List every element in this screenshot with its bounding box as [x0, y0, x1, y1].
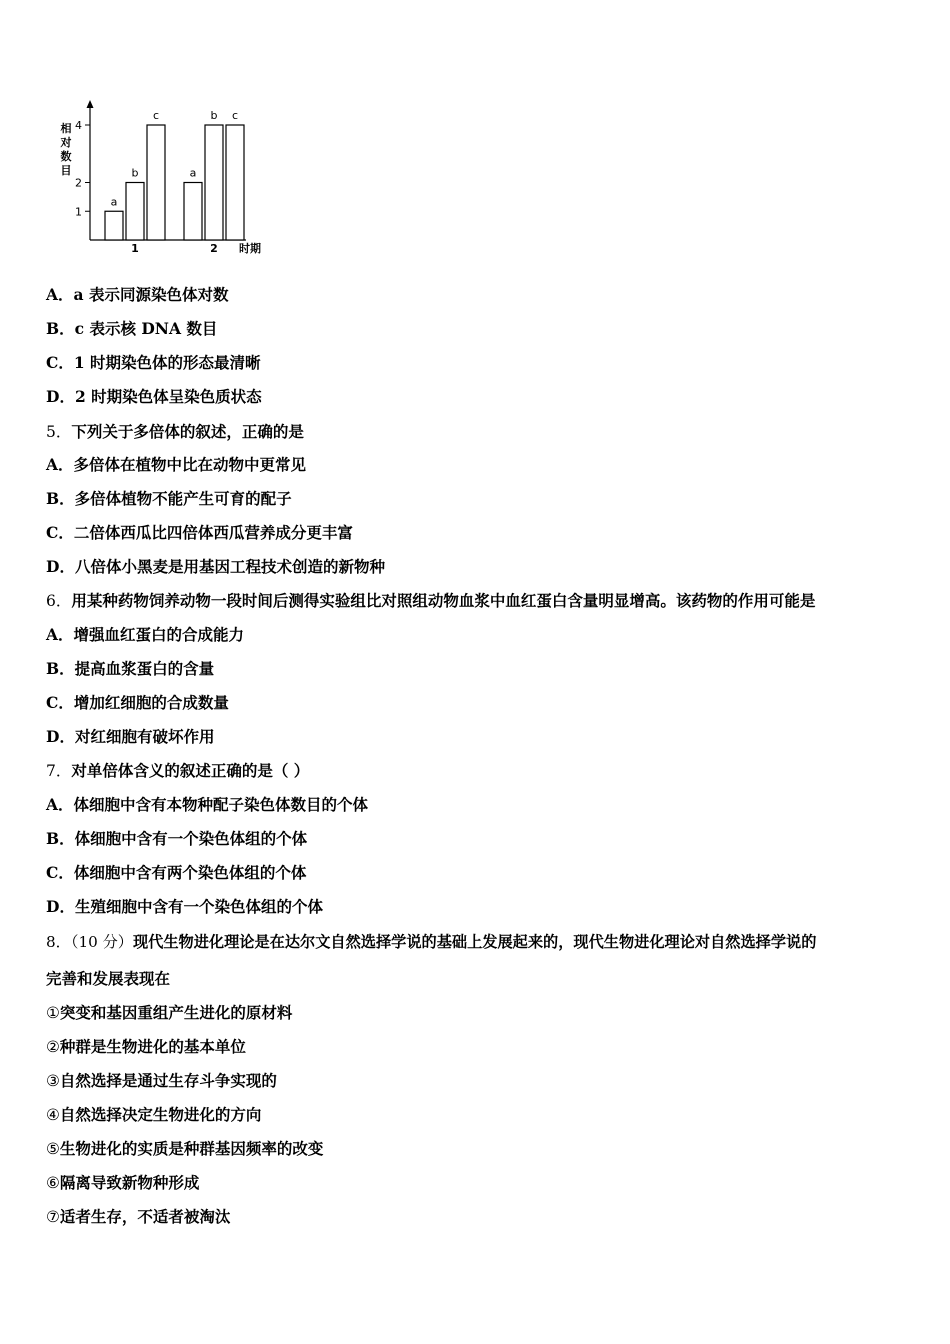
- y-axis-arrow: [87, 100, 94, 108]
- statement-number: ①: [46, 1004, 60, 1022]
- q7-option-c: [46, 863, 306, 883]
- option-letter: B．: [46, 319, 75, 338]
- y-axis-label-char: 相: [60, 122, 72, 135]
- option-letter: D．: [46, 557, 75, 576]
- statement-number: ③: [46, 1072, 60, 1090]
- bar-c-2: [226, 125, 244, 240]
- option-text: 多倍体在植物中比在动物中更常见: [73, 455, 307, 474]
- statement-text: 自然选择决定生物进化的方向: [59, 1105, 262, 1124]
- statement-number: ⑥: [46, 1174, 60, 1192]
- q5-stem: [46, 422, 304, 442]
- question-number: 5．: [46, 423, 72, 441]
- q4-option-a: [46, 285, 228, 305]
- x-tick-label: 2: [210, 242, 218, 255]
- option-letter: B．: [46, 659, 75, 678]
- option-letter: A．: [46, 625, 74, 644]
- q8-statement-6: [46, 1173, 199, 1193]
- q5-option-a: [46, 455, 306, 475]
- option-letter: A．: [46, 455, 74, 474]
- option-letter: D．: [46, 897, 75, 916]
- option-letter: B．: [46, 829, 75, 848]
- q5-option-b: [46, 489, 292, 509]
- q6-option-d: [46, 727, 214, 747]
- statement-number: ④: [46, 1106, 60, 1124]
- option-text: 提高血浆蛋白的含量: [74, 659, 215, 678]
- q4-option-b: [46, 319, 217, 339]
- question-number: 7．: [46, 762, 72, 780]
- option-text: 生殖细胞中含有一个染色体组的个体: [74, 897, 323, 916]
- statement-text: 生物进化的实质是种群基因频率的改变: [59, 1139, 324, 1158]
- option-letter: A．: [46, 795, 74, 814]
- q7-stem: [46, 761, 309, 781]
- q6-option-b: [46, 659, 214, 679]
- q4-option-c: [46, 353, 261, 373]
- bar-a-2: [184, 183, 202, 241]
- bar-b-2: [205, 125, 223, 240]
- option-letter: C．: [46, 523, 74, 542]
- q8-statement-2: [46, 1037, 246, 1057]
- question-text-continued: 完善和发展表现在: [46, 969, 171, 988]
- option-letter: C．: [46, 693, 74, 712]
- option-letter: C．: [46, 863, 74, 882]
- question-text: 用某种药物饲养动物一段时间后测得实验组比对照组动物血浆中血红蛋白含量明显增高。该药物的作用可能是: [71, 591, 816, 610]
- bar-c-1: [147, 125, 165, 240]
- bar-label: b: [131, 166, 139, 180]
- option-text: a 表示同源染色体对数: [73, 285, 229, 304]
- bar-label: c: [231, 109, 239, 122]
- x-tick-label: 1: [131, 242, 139, 255]
- bar-label: c: [152, 109, 160, 122]
- bar-a-1: [105, 211, 123, 240]
- option-letter: B．: [46, 489, 75, 508]
- statement-text: 突变和基因重组产生进化的原材料: [59, 1003, 293, 1022]
- x-axis-label: 时期: [239, 242, 261, 255]
- option-text: 1 时期染色体的形态最清晰: [73, 353, 261, 372]
- y-axis-label-char: 数: [60, 150, 72, 163]
- q8-statement-7: [46, 1207, 230, 1227]
- y-axis-label: [60, 121, 72, 177]
- option-letter: D．: [46, 387, 75, 406]
- bar-label: a: [189, 166, 197, 180]
- q5-option-d: [46, 557, 385, 577]
- option-text: 体细胞中含有一个染色体组的个体: [74, 829, 308, 848]
- y-tick-label: 2: [75, 176, 82, 190]
- question-number: 6．: [46, 592, 72, 610]
- option-letter: D．: [46, 727, 75, 746]
- question-number: 8．: [46, 933, 71, 951]
- option-text: 增强血红蛋白的合成能力: [73, 625, 245, 644]
- q6-stem: [46, 591, 815, 611]
- q8-statement-3: [46, 1071, 277, 1091]
- statement-text: 适者生存，不适者被淘汰: [59, 1207, 231, 1226]
- statement-text: 种群是生物进化的基本单位: [59, 1037, 246, 1056]
- y-axis-label-char: 对: [60, 136, 72, 149]
- option-text: c 表示核 DNA 数目: [74, 319, 218, 338]
- q8-statement-5: [46, 1139, 323, 1159]
- q8-stem-line1: [46, 932, 816, 952]
- bar-chart: [52, 94, 274, 260]
- q7-option-d: [46, 897, 323, 917]
- q5-option-c: [46, 523, 353, 543]
- bar-label: b: [210, 109, 218, 122]
- option-text: 体细胞中含有本物种配子染色体数目的个体: [73, 795, 369, 814]
- option-text: 二倍体西瓜比四倍体西瓜营养成分更丰富: [73, 523, 353, 542]
- y-axis-label-char: 目: [60, 164, 72, 177]
- q8-statement-1: [46, 1003, 292, 1023]
- option-letter: C．: [46, 353, 74, 372]
- q7-option-a: [46, 795, 368, 815]
- question-score: （10 分）: [70, 933, 133, 951]
- statement-number: ⑤: [46, 1140, 60, 1158]
- q7-option-b: [46, 829, 307, 849]
- option-text: 2 时期染色体呈染色质状态: [74, 387, 262, 406]
- statement-text: 隔离导致新物种形成: [59, 1173, 200, 1192]
- question-text: 现代生物进化理论是在达尔文自然选择学说的基础上发展起来的，现代生物进化理论对自然选择学说的: [132, 933, 817, 951]
- y-tick-label: 1: [75, 205, 82, 219]
- bar-label: a: [110, 195, 118, 209]
- option-text: 多倍体植物不能产生可育的配子: [74, 489, 292, 508]
- option-text: 体细胞中含有两个染色体组的个体: [73, 863, 307, 882]
- option-text: 增加红细胞的合成数量: [73, 693, 229, 712]
- q8-statement-4: [46, 1105, 261, 1125]
- question-text: 下列关于多倍体的叙述，正确的是: [71, 422, 304, 441]
- bar-b-1: [126, 183, 144, 241]
- option-text: 对红细胞有破坏作用: [74, 727, 215, 746]
- q4-option-d: [46, 387, 262, 407]
- q6-option-a: [46, 625, 244, 645]
- option-letter: A．: [46, 285, 74, 304]
- option-text: 八倍体小黑麦是用基因工程技术创造的新物种: [74, 557, 385, 576]
- y-tick-label: 4: [75, 119, 82, 132]
- q8-stem-line2: [46, 969, 170, 989]
- statement-number: ⑦: [46, 1208, 60, 1226]
- statement-number: ②: [46, 1038, 60, 1056]
- question-text: 对单倍体含义的叙述正确的是（ ）: [71, 761, 310, 780]
- q6-option-c: [46, 693, 229, 713]
- statement-text: 自然选择是通过生存斗争实现的: [59, 1071, 277, 1090]
